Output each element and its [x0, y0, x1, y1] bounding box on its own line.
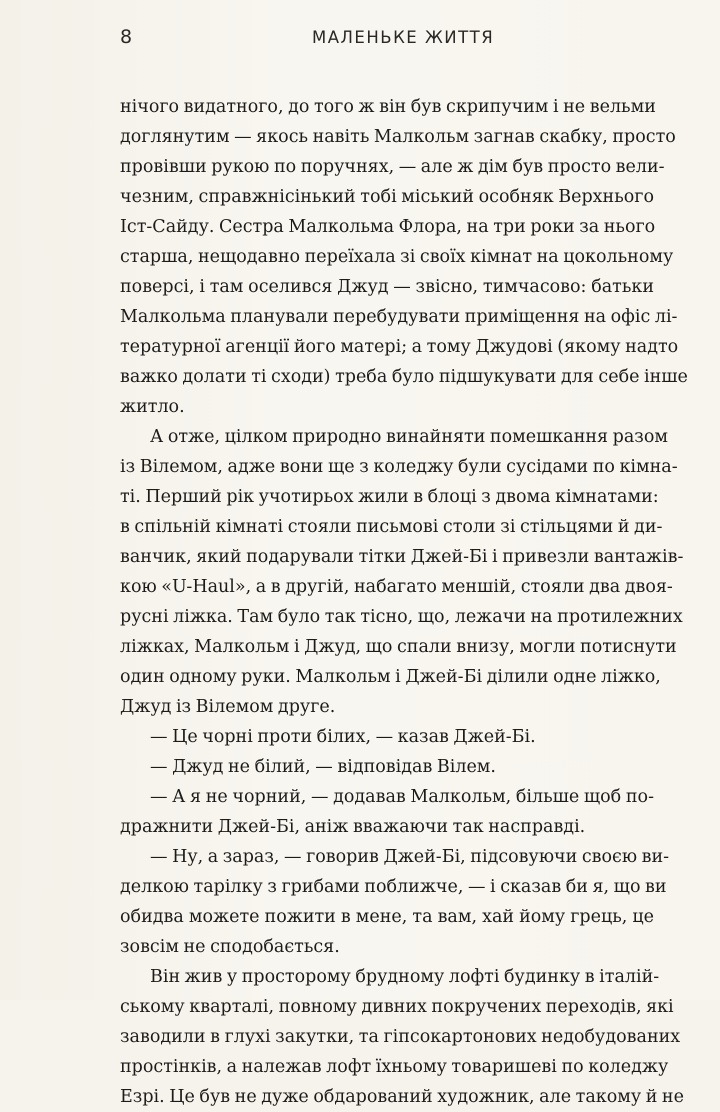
- text-line: простінків, а належав лофт їхньому товаришеві по коледжу: [120, 1057, 669, 1077]
- text-line: кою «U-Haul», а в другій, набагато меншій, стояли два двоя-: [120, 577, 673, 597]
- text-line: чезним, справжнісінький тобі міський особняк Верхнього: [120, 187, 654, 207]
- text-line: Езрі. Це був не дуже обдарований художник, але такому й не: [120, 1087, 684, 1107]
- body-text: [120, 92, 688, 1112]
- text-line: дражнити Джей-Бі, аніж вважаючи так насправді.: [120, 817, 586, 837]
- page-header: [0, 26, 720, 56]
- text-line: в спільній кімнаті стояли письмові столи зі стільцями й ди-: [120, 517, 663, 537]
- text-line: старша, нещодавно переїхала зі своїх кімнат на цокольному: [120, 247, 674, 267]
- text-line: — Це чорні проти білих, — казав Джей-Бі.: [150, 727, 536, 747]
- text-line: один одному руки. Малкольм і Джей-Бі ділили одне ліжко,: [120, 667, 661, 687]
- text-line: із Вілемом, адже вони ще з коледжу були сусідами по кімна-: [120, 457, 678, 477]
- text-line: нічого видатного, до того ж він був скрипучим і не вельми: [120, 97, 656, 117]
- text-line: доглянутим — якось навіть Малкольм загнав скабку, просто: [120, 127, 676, 147]
- text-line: Він жив у просторому брудному лофті будинку в італій-: [150, 967, 660, 987]
- text-line: — Джуд не білий, — відповідав Вілем.: [150, 757, 496, 777]
- text-line: житло.: [120, 397, 185, 417]
- text-line: провівши рукою по поручнях, — але ж дім був просто вели-: [120, 157, 665, 177]
- text-line: тературної агенції його матері; а тому Джудові (якому надто: [120, 337, 679, 357]
- text-line: ванчик, який подарували тітки Джей-Бі і привезли вантажів-: [120, 547, 684, 567]
- page-number: 8: [120, 26, 133, 48]
- text-line: ському кварталі, повному дивних покручених переходів, які: [120, 997, 674, 1017]
- text-line: обидва можете пожити в мене, та вам, хай йому грець, це: [120, 907, 654, 927]
- text-line: делкою тарілку з грибами поближче, — і сказав би я, що ви: [120, 877, 667, 897]
- text-line: ті. Перший рік учотирьох жили в блоці з двома кімнатами:: [120, 487, 659, 507]
- text-line: русні ліжка. Там було так тісно, що, лежачи на протилежних: [120, 607, 683, 627]
- text-line: Малкольма планували перебудувати приміщення на офіс лі-: [120, 307, 678, 327]
- text-line: А отже, цілком природно винайняти помешкання разом: [150, 427, 668, 447]
- running-title: МАЛЕНЬКЕ ЖИТТЯ: [312, 28, 495, 47]
- text-line: Джуд із Вілемом друге.: [120, 697, 336, 717]
- text-line: ліжках, Малкольм і Джуд, що спали внизу, могли потиснути: [120, 637, 677, 657]
- text-line: поверсі, і там оселився Джуд — звісно, тимчасово: батьки: [120, 277, 654, 297]
- text-line: — А я не чорний, — додавав Малкольм, більше щоб по-: [150, 787, 654, 807]
- text-line: заводили в глухі закутки, та гіпсокартонових недобудованих: [120, 1027, 681, 1047]
- text-line: Іст-Сайду. Сестра Малкольма Флора, на три роки за нього: [120, 217, 656, 237]
- text-line: — Ну, а зараз, — говорив Джей-Бі, підсовуючи своєю ви-: [150, 847, 670, 867]
- text-line: важко долати ті сходи) треба було підшукувати для себе інше: [120, 367, 688, 387]
- text-line: зовсім не сподобається.: [120, 937, 340, 957]
